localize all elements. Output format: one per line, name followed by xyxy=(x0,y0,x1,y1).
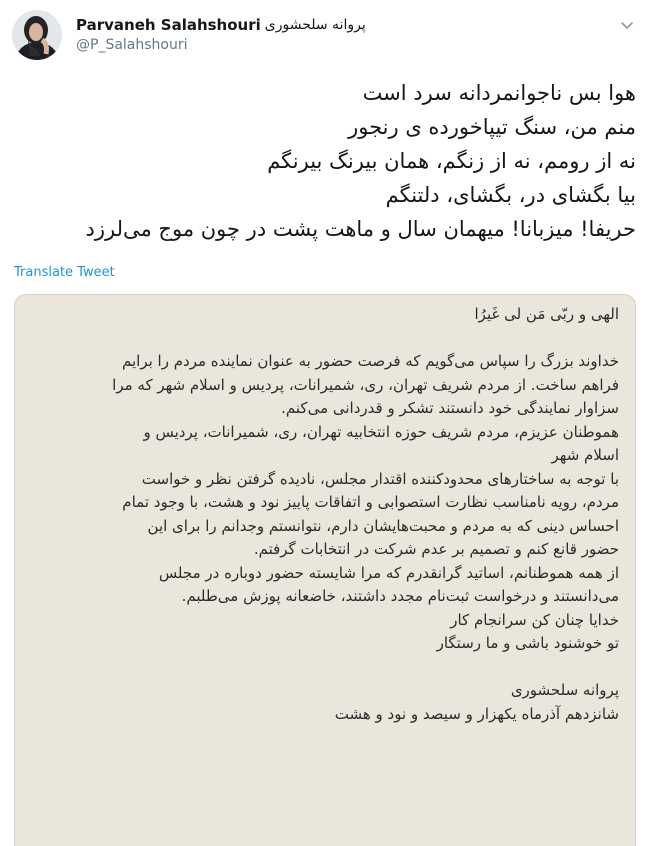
letter-line: از همه هموطنانم، اساتید گرانقدرم که مرا شایسته حضور دوباره در مجلس xyxy=(158,563,619,582)
letter-line: مردم، رویه نامناسب نظارت استصوابی و اتفاقات پاییز نود و هشت، با وجود تمام xyxy=(122,493,619,511)
avatar[interactable] xyxy=(12,10,62,60)
letter-line: اسلام شهر xyxy=(551,446,619,464)
letter-line: احساس دینی که به مردم و محبت‌هایشان دارم، نتوانستم وجدانم را برای این xyxy=(147,516,619,535)
letter-line: خداوند بزرگ را سپاس می‌گویم که فرصت حضور به عنوان نماینده مردم را برایم xyxy=(122,352,619,370)
author-name-row[interactable] xyxy=(76,14,366,36)
author-display-name-fa[interactable]: پروانه سلحشوری xyxy=(264,17,366,33)
letter-line: با توجه به ساختارهای محدودکننده اقتدار مجلس، نادیده گرفتن نظر و خواست xyxy=(141,469,619,488)
tweet-text xyxy=(36,76,636,246)
letter-signature: پروانه سلحشوری xyxy=(510,681,619,699)
tweet-line: بیا بگشای در، بگشای، دلتنگم xyxy=(385,183,636,207)
letter-line: حضور قانع کنم و تصمیم بر عدم شرکت در انتخابات گرفتم. xyxy=(253,540,619,558)
letter-poem-line: تو خوشنود باشی و ما رستگار xyxy=(436,634,619,652)
letter-date: شانزدهم آذرماه یکهزار و سیصد و نود و هشت xyxy=(334,704,619,723)
author-handle[interactable]: @P_Salahshouri xyxy=(76,37,188,53)
letter-line: می‌دانستند و درخواست ثبت‌نام مجدد داشتند، خاضعانه پوزش می‌طلبم. xyxy=(181,587,619,605)
letter-heading: الهی و ربّی مَن لی غَیرُا xyxy=(474,305,619,323)
letter-text xyxy=(29,303,619,726)
letter-line: هموطنان عزیزم، مردم شریف حوزه انتخابیه تهران، ری، شمیرانات، پردیس و xyxy=(143,422,619,441)
letter-poem-line: خدایا چنان کن سرانجام کار xyxy=(450,610,619,629)
tweet-line: منم من، سنگ تیپاخورده ی رنجور xyxy=(348,115,636,139)
letter-line: فراهم ساخت. از مردم شریف تهران، ری، شمیرانات، پردیس و اسلام شهر که مرا xyxy=(112,375,619,394)
letter-line: سزاوار نمایندگی خود دانستند تشکر و قدردانی می‌کنم. xyxy=(281,399,619,417)
chevron-down-icon[interactable] xyxy=(618,16,636,34)
author-display-name[interactable]: Parvaneh Salahshouri xyxy=(76,16,261,34)
tweet-line: نه از رومم، نه از زنگم، همان بیرنگ بیرنگم xyxy=(267,149,636,173)
tweet-line: حریفا! میزبانا! میهمان سال و ماهت پشت در چون موج می‌لرزد xyxy=(85,217,636,241)
letter-image[interactable] xyxy=(14,294,636,846)
tweet-line: هوا بس ناجوانمردانه سرد است xyxy=(362,81,636,105)
translate-tweet-link[interactable]: Translate Tweet xyxy=(14,265,115,280)
